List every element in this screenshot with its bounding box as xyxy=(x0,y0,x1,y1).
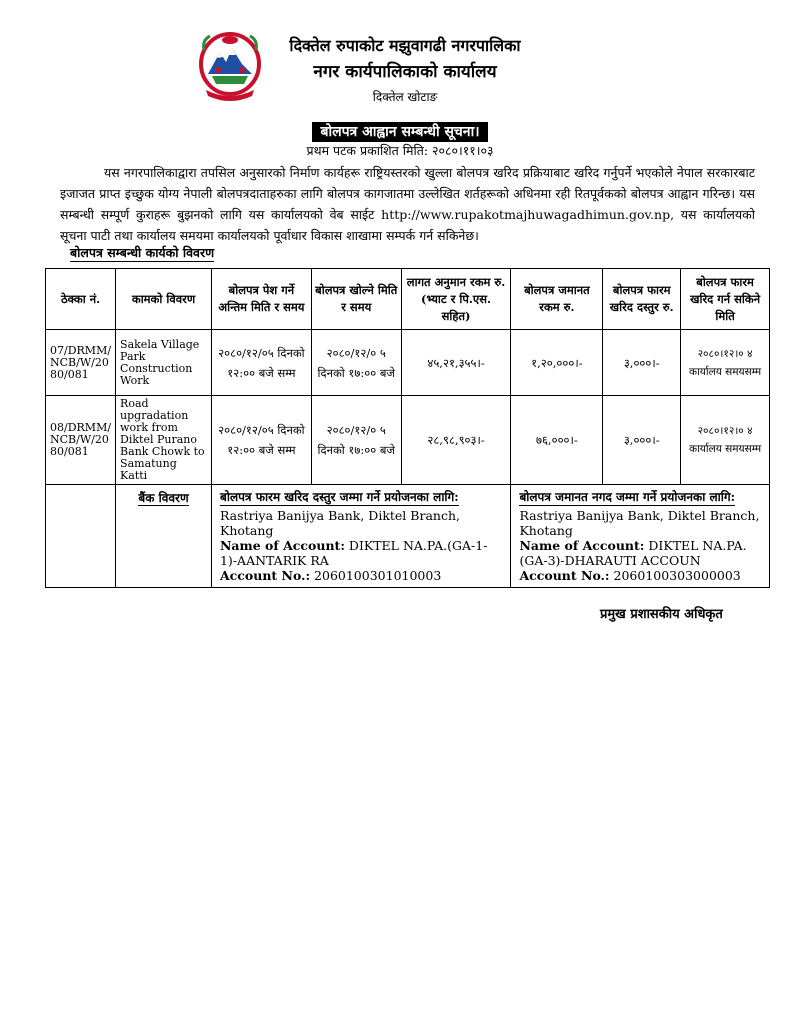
submission-deadline: २०८०/१२/०५ दिनको १२:०० बजे सम्म xyxy=(211,396,311,485)
notice-title: बोलपत्र आह्वान सम्बन्धी सूचना। xyxy=(312,122,487,142)
opening-date: २०८०/१२/० ५ दिनको १७:०० बजे xyxy=(311,396,401,485)
form-purchase-date: २०८०।१२।० ४ कार्यालय समयसम्म xyxy=(681,330,770,396)
header-form-purchase-date: बोलपत्र फारम खरिद गर्न सकिने मिति xyxy=(681,269,770,330)
opening-date: २०८०/१२/० ५ दिनको १७:०० बजे xyxy=(311,330,401,396)
security-account-number xyxy=(519,568,761,583)
account-number-value: 2060100301010003 xyxy=(314,568,442,583)
form-fee-bank-name: Rastriya Banijya Bank, Diktel Branch, Khotang xyxy=(219,508,460,538)
bid-security: ७६,०००।- xyxy=(511,396,603,485)
form-fee-bank-details xyxy=(211,485,510,588)
office-name: नगर कार्यपालिकाको कार्यालय xyxy=(313,62,497,82)
contract-no: 08/DRMM/ NCB/W/20 80/081 xyxy=(46,396,116,485)
table-row xyxy=(46,396,770,485)
office-location: दिक्तेल खोटाङ xyxy=(372,90,438,104)
bid-details-table xyxy=(45,268,770,588)
account-name-value: DIKTEL NA.PA.(GA-1-1)-AANTARIK RA xyxy=(219,538,488,568)
notice-body-text: यस नगरपालिकाद्वारा तपसिल अनुसारको निर्माण कार्यहरू राष्ट्रियस्तरको खुल्ला बोलपत्र खरिद प्रक्रियाबाट खरिद गर्नुपर्ने भएकोले नेपाल सरकारबाट इजाजत प्राप्त इच्छुक योग्य नेपाली बोलपत्रदाताहरुका लागि बोलपत्र कागजातमा उल्लेखित शर्तहरूको अधिनमा रही रितपूर्वकको बोलपत्र आह्वान गरिन्छ। यस सम्बन्धी सम्पूर्ण कुराहरू बुझनको लागि यस कार्यालयको वेब साईट http://www.rupakotmajhuwagadhimun.gov.np, यस कार्यालयको सूचना पाटी तथा कार्यालय समयमा कार्यालयको पूर्वाधार विकास शाखामा सम्पर्क गर्न सकिनेछ। xyxy=(60,165,755,243)
form-fee: ३,०००।- xyxy=(603,396,681,485)
account-name-value: DIKTEL NA.PA.(GA-3)-DHARAUTI ACCOUN xyxy=(519,538,747,568)
cost-estimate: २८,९८,९०३।- xyxy=(401,396,511,485)
header-opening-date: बोलपत्र खोल्ने मिति र समय xyxy=(311,269,401,330)
municipality-name: दिक्तेल रुपाकोट मझुवागढी नगरपालिका xyxy=(289,36,521,55)
table-header-row xyxy=(46,269,770,330)
header-cost-estimate: लागत अनुमान रकम रु. (भ्याट र पि.एस. सहित) xyxy=(401,269,511,330)
bank-details-row xyxy=(46,485,770,588)
signature-title: प्रमुख प्रशासकीय अधिकृत xyxy=(600,607,723,622)
notice-title-banner xyxy=(0,121,800,141)
notice-body xyxy=(60,162,755,246)
form-fee-account-number xyxy=(220,568,502,583)
cost-estimate: ४५,२१,३५५।- xyxy=(401,330,511,396)
header-submission-deadline: बोलपत्र पेश गर्ने अन्तिम मिति र समय xyxy=(211,269,311,330)
section-title: बोलपत्र सम्बन्धी कार्यको विवरण xyxy=(70,245,215,260)
security-bank-name: Rastriya Banijya Bank, Diktel Branch, Khotang xyxy=(519,508,760,538)
header-bid-security: बोलपत्र जमानत रकम रु. xyxy=(511,269,603,330)
bid-security: १,२०,०००।- xyxy=(511,330,603,396)
account-number-label: Account No.: xyxy=(519,568,610,583)
empty-cell xyxy=(46,485,116,588)
form-fee-bank-title: बोलपत्र फारम खरिद दस्तुर जम्मा गर्ने प्रयोजनका लागि: xyxy=(219,490,459,504)
nepal-government-emblem-icon xyxy=(198,30,262,102)
security-bank-details xyxy=(511,485,770,588)
work-description: Sakela Village Park Construction Work xyxy=(116,330,212,396)
account-name-label: Name of Account: xyxy=(519,538,645,553)
work-description: Road upgradation work from Diktel Purano Bank Chowk to Samatung Katti xyxy=(116,396,212,485)
security-bank-title: बोलपत्र जमानत नगद जम्मा गर्ने प्रयोजनका लागि: xyxy=(519,490,736,504)
table-row xyxy=(46,330,770,396)
bank-details-label xyxy=(116,485,212,588)
bank-details-label-text: बैंक विवरण xyxy=(138,491,189,505)
published-date: प्रथम पटक प्रकाशित मिति: २०८०।११।०३ xyxy=(306,143,494,158)
account-name-label: Name of Account: xyxy=(219,538,345,553)
header-contract-no: ठेक्का नं. xyxy=(46,269,116,330)
contract-no: 07/DRMM/ NCB/W/20 80/081 xyxy=(46,330,116,396)
header-work-description: कामको विवरण xyxy=(116,269,212,330)
form-purchase-date: २०८०।१२।० ४ कार्यालय समयसम्म xyxy=(681,396,770,485)
form-fee: ३,०००।- xyxy=(603,330,681,396)
submission-deadline: २०८०/१२/०५ दिनको १२:०० बजे सम्म xyxy=(211,330,311,396)
account-number-label: Account No.: xyxy=(219,568,311,583)
form-fee-account-name xyxy=(220,538,502,568)
header-form-fee: बोलपत्र फारम खरिद दस्तुर रु. xyxy=(603,269,681,330)
security-account-name xyxy=(519,538,761,568)
account-number-value: 2060100303000003 xyxy=(613,568,741,583)
